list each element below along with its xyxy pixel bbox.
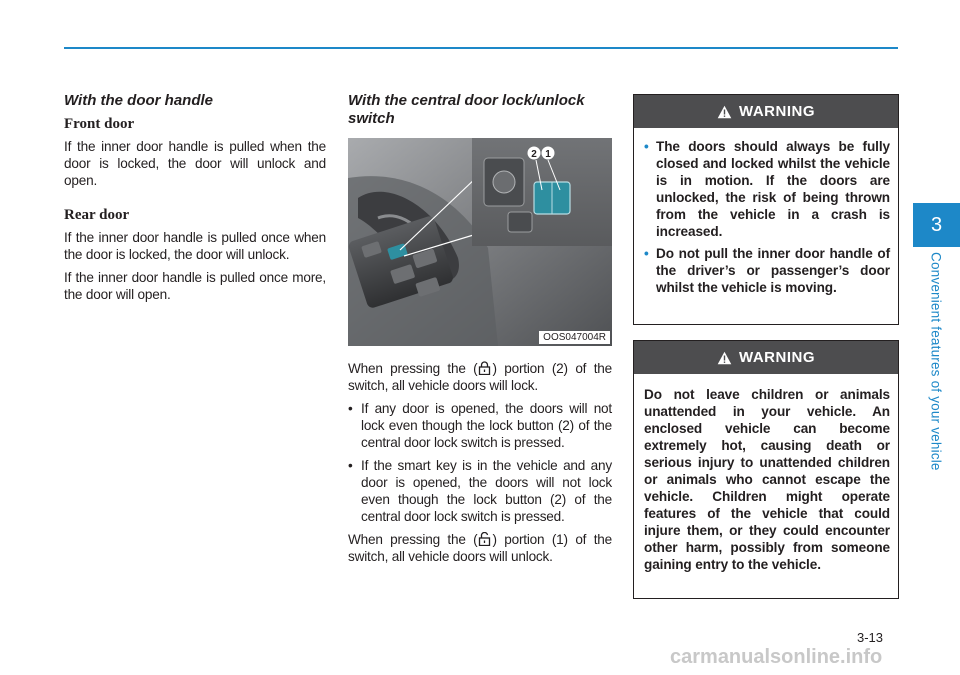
- header-rule: [64, 47, 898, 49]
- list-item: • If any door is opened, the doors will not lock even though the lock button (2) of the central door lock switch is pressed.: [348, 400, 612, 451]
- lock-notes: [348, 400, 612, 525]
- warning-header: [634, 95, 898, 128]
- front-door-heading: Front door: [64, 116, 135, 132]
- warning-box-children: [633, 340, 899, 599]
- chapter-number: 3: [930, 213, 943, 236]
- warning-header: [634, 341, 898, 374]
- callout-1: 1: [545, 149, 551, 160]
- middle-column: [348, 92, 612, 571]
- warning-body: [634, 374, 898, 581]
- lock-paragraph-pre: When pressing the (: [348, 361, 478, 376]
- unlock-paragraph-post: ) portion (1) of the switch, all vehicle doors will unlock.: [348, 532, 612, 564]
- door-panel-illustration: [348, 138, 612, 346]
- lock-paragraph: [348, 360, 612, 394]
- warning-triangle-icon: [717, 351, 732, 365]
- warning-text: Do not leave children or animals unattended in your vehicle. An enclosed vehicle can become extremely hot, causing death or serious injury to unattended children or animals who cannot escape the vehicle. Children might operate features of the vehicle that could injure them, or they could encounter other harm, possibly from someone gaining entry to the vehicle.: [644, 387, 890, 572]
- chapter-tab[interactable]: [913, 203, 960, 247]
- rear-door-text-2: If the inner door handle is pulled once more, the door will open.: [64, 270, 326, 302]
- left-column: [64, 92, 326, 309]
- door-switch-photo: [348, 138, 612, 346]
- page-number: 3-13: [857, 630, 884, 645]
- unlock-paragraph: [348, 531, 612, 565]
- warning-title: WARNING: [739, 349, 815, 366]
- unlock-paragraph-pre: When pressing the (: [348, 532, 478, 547]
- list-item: • The doors should always be fully closed and locked whilst the vehicle is in motion. If the doors are unlocked, the risk of being thrown from the vehicle in a crash is increased.: [644, 138, 890, 240]
- callout-2: 2: [531, 149, 537, 160]
- rear-door-heading: Rear door: [64, 207, 130, 223]
- front-door-text: If the inner door handle is pulled when the door is locked, the door will unlock and open.: [64, 139, 326, 188]
- lock-paragraph-post: ) portion (2) of the switch, all vehicle doors will lock.: [348, 361, 612, 393]
- warning-box-doors: [633, 94, 899, 325]
- unlock-icon: [478, 532, 491, 546]
- list-item: • If the smart key is in the vehicle and any door is opened, the doors will not lock even though the lock button (2) of the central door lock switch is pressed.: [348, 457, 612, 525]
- watermark: carmanualsonline.info: [670, 646, 883, 668]
- warning-list: [644, 138, 890, 296]
- warning-triangle-icon: [717, 105, 732, 119]
- warning-body: [634, 128, 898, 309]
- chapter-title: Convenient features of your vehicle: [928, 252, 944, 471]
- door-handle-heading: With the door handle: [64, 92, 214, 109]
- image-code: OOS047004R: [539, 331, 610, 344]
- warning-title: WARNING: [739, 103, 815, 120]
- list-item: • Do not pull the inner door handle of the driver’s or passenger’s door whilst the vehicle is moving.: [644, 245, 890, 296]
- rear-door-text-1: If the inner door handle is pulled once when the door is locked, the door will unlock.: [64, 230, 326, 262]
- lock-icon: [478, 361, 491, 375]
- central-lock-heading: With the central door lock/unlock switch: [348, 92, 585, 127]
